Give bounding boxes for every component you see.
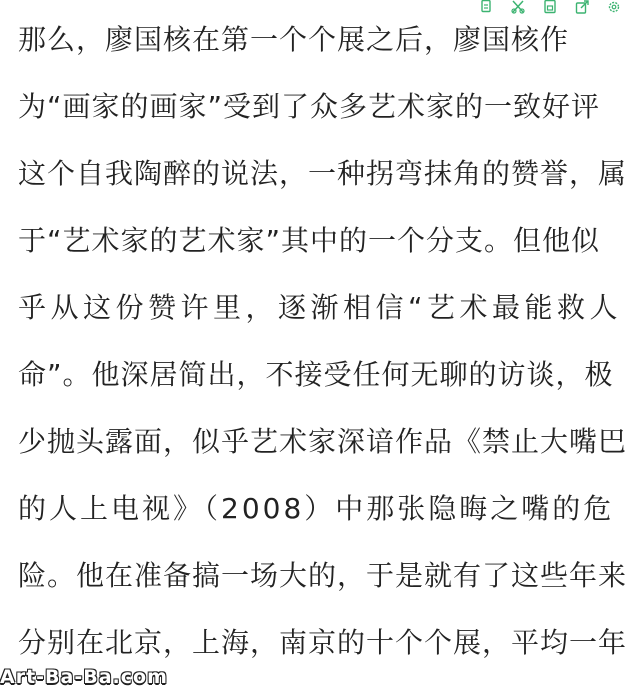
paragraph-line: 少抛头露面，似乎艺术家深谙作品《禁止大嘴巴 [18,425,628,458]
paragraph-line: 险。他在准备搞一场大的，于是就有了这些年来 [18,559,628,592]
watermark: Art-Ba-Ba.com [0,666,168,688]
paragraph-line: 那么，廖国核在第一个个展之后，廖国核作 [18,23,570,56]
paragraph-line: 命”。他深居简出，不接受任何无聊的访谈，极 [18,358,614,391]
paragraph-line: 的人上电视》（2008）中那张隐晦之嘴的危 [18,492,615,525]
article-body [18,6,628,676]
paragraph-line: 分别在北京，上海，南京的十个个展，平均一年 [18,626,628,659]
paragraph-line: 这个自我陶醉的说法，一种拐弯抹角的赞誉，属 [18,157,628,190]
paragraph-line: 乎从这份赞许里，逐渐相信“艺术最能救人 [18,291,623,324]
paragraph-line: 于“艺术家的艺术家”其中的一个分支。但他似 [18,224,601,257]
paragraph-line: 为“画家的画家”受到了众多艺术家的一致好评 [18,90,601,123]
